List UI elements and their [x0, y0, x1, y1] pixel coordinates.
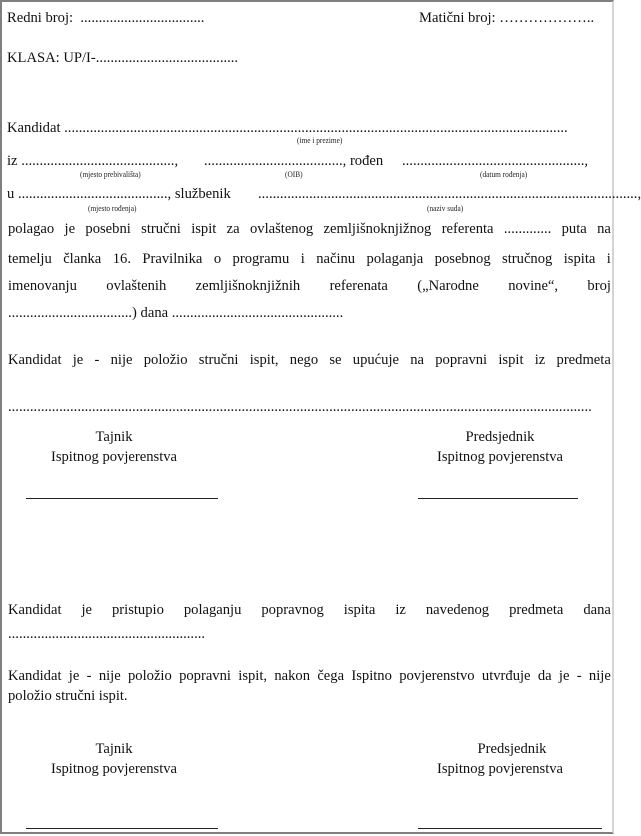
- word: članka: [63, 251, 102, 267]
- hint-mjesto-rodenja: (mjesto rođenja): [88, 204, 137, 213]
- word: da: [537, 668, 552, 684]
- word: ispita: [343, 602, 376, 618]
- word: iz: [534, 352, 546, 368]
- redni-broj-label: Redni broj:: [7, 10, 74, 26]
- paragraph1-line3: [8, 277, 611, 295]
- subject-field[interactable]: ................................................................................................................................................................: [8, 399, 592, 415]
- redni-broj-field[interactable]: [7, 9, 204, 27]
- president-subtitle-2: Ispitnog povjerenstva: [436, 761, 564, 777]
- word: ispit,: [238, 668, 268, 684]
- secretary-signature-line-2[interactable]: [26, 828, 218, 829]
- word: posebni: [85, 221, 131, 237]
- word: nije: [588, 668, 611, 684]
- word: dana: [583, 602, 611, 618]
- candidate-label: Kandidat: [7, 120, 61, 136]
- oib-field[interactable]: ......................................, rođen: [204, 153, 384, 169]
- retake-line1: [8, 601, 611, 619]
- retake-date-field[interactable]: ......................................................: [8, 626, 206, 642]
- word: nije: [110, 352, 133, 368]
- word: pristupio: [111, 602, 164, 618]
- president-signature-line-2[interactable]: [418, 828, 602, 829]
- word: ispita: [563, 251, 596, 267]
- court-dots[interactable]: ........................................................................................................: [258, 186, 638, 202]
- word: zemljišnoknjižnih: [195, 278, 301, 294]
- word: novine“,: [508, 278, 559, 294]
- birthdate-field[interactable]: ..................................................,: [402, 153, 589, 169]
- word: povjerenstvo: [399, 668, 475, 684]
- word: 16.: [112, 251, 131, 267]
- sluzbenik-label: službenik: [174, 186, 231, 202]
- word: Ispitno: [351, 668, 392, 684]
- fill-in-dots[interactable]: .............: [503, 221, 552, 237]
- word: posebnog: [434, 251, 491, 267]
- residence-dots[interactable]: ..........................................: [21, 153, 175, 169]
- klasa-label: KLASA: UP/I-: [7, 50, 96, 66]
- president-signature-line-1[interactable]: [418, 498, 578, 499]
- word: stručni: [141, 221, 181, 237]
- secretary-subtitle-2: Ispitnog povjerenstva: [50, 761, 178, 777]
- word: je: [68, 668, 80, 684]
- word: se: [329, 352, 342, 368]
- word: i: [300, 251, 305, 267]
- word: je: [558, 668, 570, 684]
- hint-datum-rodenja: (datum rođenja): [480, 170, 528, 179]
- word: polaganja: [366, 251, 424, 267]
- president-subtitle-1: Ispitnog povjerenstva: [436, 449, 564, 465]
- word: je: [64, 221, 76, 237]
- word: utvrđuje: [481, 668, 531, 684]
- word: stručnog: [502, 251, 553, 267]
- word: nije: [98, 668, 121, 684]
- hint-oib: (OIB): [285, 170, 303, 179]
- court-field[interactable]: ........................................................................................................,: [258, 186, 641, 202]
- word: Kandidat: [8, 602, 62, 618]
- word: imenovanju: [8, 278, 77, 294]
- oib-dots[interactable]: ......................................: [204, 153, 343, 169]
- word: nakon: [274, 668, 311, 684]
- paragraph1-line4[interactable]: ..................................) dana ...............................................: [8, 305, 344, 321]
- paragraph1-line2: [8, 250, 611, 268]
- word: upućuje: [352, 352, 399, 368]
- hint-ime-prezime: (ime i prezime): [297, 136, 343, 145]
- word: zemljišnoknjižnog: [323, 221, 432, 237]
- birthdate-dots[interactable]: ..................................................: [402, 153, 585, 169]
- word: iz: [395, 602, 406, 618]
- roden-label: rođen: [349, 153, 384, 169]
- word: polaganju: [183, 602, 242, 618]
- word: -: [576, 668, 582, 684]
- secretary-signature-line-1[interactable]: [26, 498, 218, 499]
- result1-line1: [8, 351, 611, 369]
- word: popravnog: [261, 602, 324, 618]
- word: -: [94, 352, 100, 368]
- word: ispit: [191, 221, 217, 237]
- maticni-broj-value[interactable]: ………………..: [499, 10, 595, 26]
- word: za: [226, 221, 240, 237]
- president-title-1: Predsjednik: [465, 429, 535, 445]
- retake-result-line1: [8, 667, 611, 685]
- word: predmeta: [556, 352, 611, 368]
- birthplace-field[interactable]: u ........................................., službenik: [7, 186, 231, 202]
- word: je: [81, 602, 93, 618]
- word: -: [86, 668, 92, 684]
- word: i: [606, 251, 611, 267]
- word: na: [597, 221, 611, 237]
- word: položio: [143, 352, 188, 368]
- word: temelju: [8, 251, 52, 267]
- word: popravni: [435, 352, 488, 368]
- redni-broj-value[interactable]: ..................................: [80, 10, 205, 26]
- hint-mjesto-prebivalista: (mjesto prebivališta): [80, 170, 141, 179]
- word: broj: [587, 278, 611, 294]
- word: je: [72, 352, 84, 368]
- word: nego: [289, 352, 319, 368]
- secretary-title-2: Tajnik: [95, 741, 133, 757]
- word: puta: [561, 221, 587, 237]
- word: ispit,: [249, 352, 279, 368]
- klasa-field[interactable]: [7, 49, 238, 67]
- word: navedenog: [425, 602, 490, 618]
- birthplace-dots[interactable]: .........................................: [17, 186, 168, 202]
- word: Pravilnika: [142, 251, 203, 267]
- word: o: [213, 251, 222, 267]
- candidate-name-dots[interactable]: ..........................................................................................................................................: [64, 120, 568, 136]
- secretary-title-1: Tajnik: [95, 429, 133, 445]
- word: predmeta: [509, 602, 564, 618]
- word: polagao: [8, 221, 55, 237]
- word: referenata: [329, 278, 388, 294]
- word: načinu: [316, 251, 356, 267]
- candidate-name-field[interactable]: [7, 119, 610, 137]
- hint-naziv-suda: (naziv suda): [427, 204, 464, 213]
- word: Kandidat: [8, 352, 62, 368]
- word: čega: [317, 668, 345, 684]
- word: referenta: [441, 221, 494, 237]
- word: programu: [232, 251, 290, 267]
- word: („Narodne: [417, 278, 479, 294]
- word: ispit: [498, 352, 524, 368]
- word: popravni: [179, 668, 231, 684]
- residence-field[interactable]: iz ..........................................,: [7, 153, 179, 169]
- word: stručni: [198, 352, 239, 368]
- klasa-value[interactable]: .......................................: [95, 50, 239, 66]
- president-title-2: Predsjednik: [477, 741, 547, 757]
- maticni-broj-field[interactable]: [419, 9, 594, 27]
- u-label: u: [7, 186, 15, 202]
- word: Kandidat: [8, 668, 62, 684]
- word: položio: [128, 668, 172, 684]
- word: ovlaštenog: [249, 221, 314, 237]
- secretary-subtitle-1: Ispitnog povjerenstva: [50, 449, 178, 465]
- retake-result-line2: položio stručni ispit.: [8, 688, 128, 704]
- iz-label: iz: [7, 153, 18, 169]
- word: ovlaštenih: [106, 278, 167, 294]
- word: na: [410, 352, 424, 368]
- maticni-broj-label: Matični broj:: [419, 10, 496, 26]
- paragraph1-line1: [8, 220, 611, 238]
